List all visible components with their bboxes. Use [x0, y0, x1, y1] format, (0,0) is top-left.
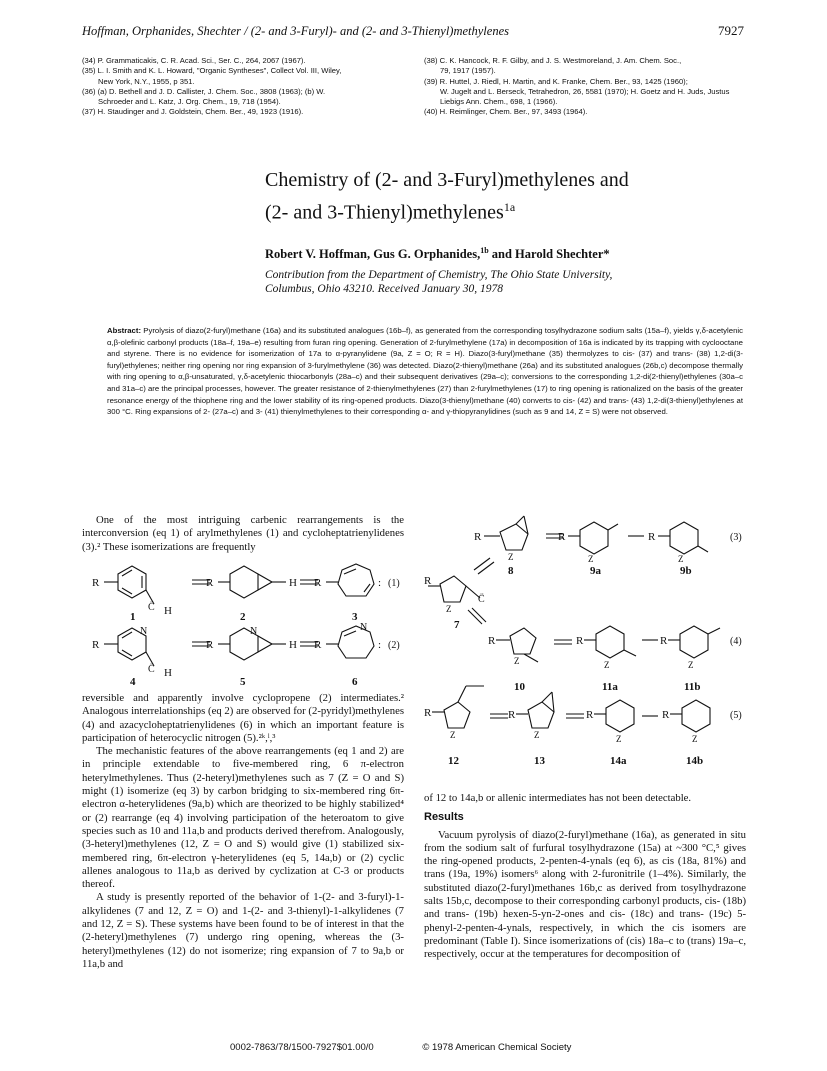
svg-text:5: 5: [240, 676, 246, 688]
body-left-top: [82, 514, 404, 554]
svg-text:H: H: [289, 639, 297, 651]
svg-text:R: R: [92, 639, 100, 651]
svg-text:Z: Z: [678, 554, 684, 564]
reference-35: (35) L. I. Smith and K. L. Howard, "Organic Syntheses", Collect Vol. III, Wiley, New York, N.Y., 1955, p 351.: [82, 66, 342, 86]
body-left: [82, 692, 404, 971]
svg-text:R: R: [660, 635, 668, 647]
svg-text:Z: Z: [604, 660, 610, 670]
reference-34: (34) P. Grammaticakis, C. R. Acad. Sci., Ser. C., 264, 2067 (1967).: [82, 56, 306, 65]
svg-text:H: H: [164, 605, 172, 617]
svg-text:Z: Z: [508, 552, 514, 562]
svg-text:H: H: [164, 667, 172, 679]
svg-text:Z: Z: [450, 730, 456, 740]
svg-text:9a: 9a: [590, 565, 601, 577]
paragraph: Vacuum pyrolysis of diazo(2-furyl)methane (16a), as generated in situ from the sodium salt of furfural tosylhydrazone (15a) at ~300 °C,⁵ gives the ring-opened products, 2-penten-4-ynals (eq 6), as cis (18a, 81%) and trans (19a, 19%) isomers⁶ along with 2-furonitrile (1–4%). Similarly, the substituted diazo(2-furyl)methanes 16b,c as derived from tosylhydrazone salts 15b,c, decompose to their corresponding carbonyl products, cis- (18b) and trans- (19b) hexen-5-yn-2-ones and cis- (18c) and trans- (19c) 5-phenyl-2-penten-4-ynals, respectively, in which the cis isomers are predominant (Table I). Since isomerizations of (cis) 18a–c to (trans) 19a–c, respectively, occur at the temperatures for decomposition of: [424, 828, 746, 961]
svg-text::: :: [378, 577, 382, 589]
running-title: Hoffman, Orphanides, Shechter / (2- and 3-Furyl)- and (2- and 3-Thienyl)methylenes: [82, 24, 509, 38]
references-left: [82, 56, 407, 118]
svg-text:R: R: [314, 577, 322, 589]
svg-text:Z: Z: [692, 734, 698, 744]
paragraph: A study is presently reported of the behavior of 1-(2- and 3-furyl)-1-alkylidenes (7 and 12, Z = O) and 1-(2- and 3-thienyl)-1-alkylidenes (7 and 12, Z = S). These systems have been found to be of interest in that the (2-heteryl)methylenes (7) undergo ring opening, whereas the (3-heteryl)methylenes (12) do not isomerize; ring expansion of 7 to 9a,b or 11a,b and: [82, 891, 404, 970]
svg-text:1: 1: [130, 611, 136, 623]
svg-text:R: R: [576, 635, 584, 647]
svg-text:14b: 14b: [686, 755, 704, 767]
svg-text:R: R: [558, 531, 566, 543]
paragraph: The mechanistic features of the above rearrangements (eq 1 and 2) are in principle extendable to five-membered ring, 6 π-electron heterylmethylenes. Thus (2-heteryl)methylenes such as 7 (Z = O and S) might (1) isomerize (eq 3) by carbon bridging to six-membered ring 6π-electron α-heterylidenes (9a,b) which are theorized to be highly stabilized⁴ or (2) rearrange (eq 4) involving participation of the heteroatom to give species such as 10 and 11a,b and products derived therefrom. Analogously, (3-heteryl)methylenes (12, Z = O and S) would give (1) stabilized six-membered ring, 6π-electron γ-heterylidenes (eq 5, 14a,b) or (2) cyclic allenes analogous to 11a,b as derived by cyclization at C-3 or products thereof.: [82, 745, 404, 891]
reference-39: (39) R. Huttel, J. Riedl, H. Martin, and K. Franke, Chem. Ber., 93, 1425 (1960); W. Jugelt and L. Berseck, Tetrahedron, 26, 5581 (1970); H. Goetz and H. Juds, Justus Liebigs Ann. Chem., 698, 1 (1966).: [424, 76, 730, 107]
svg-text:(3): (3): [730, 532, 742, 543]
paragraph: One of the most intriguing carbenic rearrangements is the interconversion (eq 1) of arylmethylenes (1) and cycloheptatrienylidenes (3).² These isomerizations are frequently: [82, 514, 404, 553]
svg-text:Z: Z: [616, 734, 622, 744]
svg-text:14a: 14a: [610, 755, 627, 767]
svg-text:R: R: [648, 531, 656, 543]
svg-text:H: H: [289, 577, 297, 589]
author-list: Robert V. Hoffman, Gus G. Orphanides,$^{1b}$ and Harold Shechter*: [265, 246, 610, 262]
svg-text:(4): (4): [730, 636, 742, 647]
svg-text:Z: Z: [588, 554, 594, 564]
section-heading-results: Results: [424, 811, 464, 824]
svg-text:R: R: [586, 709, 594, 721]
svg-text:7: 7: [454, 619, 460, 631]
svg-text:4: 4: [130, 676, 136, 688]
svg-text:Z: Z: [688, 660, 694, 670]
svg-text:R: R: [474, 531, 482, 543]
svg-text:R: R: [508, 709, 516, 721]
svg-text:R: R: [206, 639, 214, 651]
reaction-scheme-3-5: [424, 512, 746, 772]
svg-text:8: 8: [508, 565, 514, 577]
svg-text:Z: Z: [514, 656, 520, 666]
svg-text:3: 3: [352, 611, 358, 623]
svg-text:9b: 9b: [680, 565, 692, 577]
article-title: Chemistry of (2- and 3-Furyl)methylenes and (2- and 3-Thienyl)methylenes$^{1a}$: [265, 169, 629, 224]
svg-text:C̈: C̈: [148, 602, 155, 613]
svg-text:N: N: [250, 626, 258, 637]
svg-text:11b: 11b: [684, 681, 701, 693]
svg-text:12: 12: [448, 755, 459, 767]
svg-text:N: N: [140, 626, 148, 637]
reference-36: (36) (a) D. Bethell and J. D. Callister, J. Chem. Soc., 3808 (1963); (b) W. Schroeder and L. Katz, J. Org. Chem., 19, 718 (1954).: [82, 86, 326, 107]
svg-text:Z: Z: [446, 604, 452, 614]
svg-text:(1): (1): [388, 578, 400, 589]
reference-38: (38) C. K. Hancock, R. F. Gilby, and J. S. Westmoreland, J. Am. Chem. Soc., 79, 1917 (1957).: [424, 56, 682, 76]
svg-text:R: R: [424, 575, 432, 587]
reference-37: (37) H. Staudinger and J. Goldstein, Chem. Ber., 49, 1923 (1916).: [82, 107, 304, 117]
paragraph: reversible and apparently involve cyclopropene (2) intermediates.² Analogous interrelationships (eq 2) are observed for (2-pyridyl)methylenes (4) and azacycloheptatrienylidenes (6) in which an important feature is participation of heterocyclic nitrogen (5).²ᵏ,ˡ,³: [82, 692, 404, 744]
body-right: [424, 792, 746, 962]
svg-text:R: R: [92, 577, 100, 589]
svg-text:R: R: [488, 635, 496, 647]
svg-text:R: R: [424, 707, 432, 719]
affiliation: Contribution from the Department of Chemistry, The Ohio State University, Columbus, Ohio 43210. Received January 30, 1978: [265, 269, 613, 295]
svg-text:C̈: C̈: [148, 664, 155, 675]
references-right: [424, 56, 749, 118]
scheme-eq3-eq5: [424, 512, 746, 772]
svg-text:2: 2: [240, 611, 246, 623]
svg-text:C̈: C̈: [478, 594, 485, 605]
page-footer: [230, 1042, 617, 1053]
svg-text:R: R: [314, 639, 322, 651]
svg-text:6: 6: [352, 676, 358, 688]
scheme-eq1-eq2: [82, 560, 404, 690]
copyright: © 1978 American Chemical Society: [422, 1042, 572, 1053]
svg-text:11a: 11a: [602, 681, 618, 693]
svg-text:10: 10: [514, 681, 525, 693]
svg-text:N: N: [360, 622, 368, 633]
reference-40: (40) H. Reimlinger, Chem. Ber., 97, 3493 (1964).: [424, 107, 588, 117]
svg-text::: :: [378, 639, 382, 651]
svg-text:R: R: [206, 577, 214, 589]
article-code: 0002-7863/78/1500-7927$01.00/0: [230, 1042, 374, 1053]
svg-text:13: 13: [534, 755, 545, 767]
paragraph: of 12 to 14a,b or allenic intermediates has not been detectable.: [424, 792, 692, 804]
svg-text:(2): (2): [388, 640, 400, 651]
svg-text:R: R: [662, 709, 670, 721]
page-number: 7927: [718, 23, 744, 38]
abstract: Abstract: Pyrolysis of diazo(2-furyl)methane (16a) and its substituted analogues (16b–f), as generated from the corresponding tosylhydrazone sodium salts (15a–f), yields γ,δ-acetylenic α,β-olefinic carbonyl products (18a–f, 19a–e) resulting from furan ring opening. Generation of 2-furylmethylene (17a) in decomposition of 16a is indicated by its trapping with cyclooctane and styrene. There is no evidence for isomerization of 17a to α-pyranylidene (9a, Z = O; R = H). Diazo(3-furyl)methane (35) thermolyzes to cis- (37) and trans- (38) 1,2-di(3-furyl)ethylenes; neither ring opening nor ring expansion of 3-furylmethylene (36) was detected. Diazo(2-thienyl)methane (26a) and its substituted analogues (26b,c) decompose thermally with ring opening to α,β-unsaturated, γ,δ-acetylenic thiocarbonyls (28a–c) and their subsequent derivatives (29a–c); conversions to the corresponding 1,2-di(2-thienyl)ethylenes (30a–c and 31a–c) are the principal processes, however. The greater resistance of 2-thienylmethylenes (27) than 2-furylmethylenes (17) to ring opening is rationalized on the basis of the greater resonance energy of the thiophene ring and the lower stability of its ring-opened products. Diazo(3-thienyl)methane (40) converts to cis- (42) and trans- (43) 1,2-di(3-thienyl)ethylenes at 300 °C. Ring expansions of 2- (27a–c) and 3- (41) thienylmethylenes to their corresponding α- and γ-thiopyranylidines (such as 9 and 14, Z = S) were not observed.: [107, 326, 743, 417]
svg-text:(5): (5): [730, 710, 742, 721]
reaction-scheme-1-2: [82, 560, 404, 690]
svg-text:Z: Z: [534, 730, 540, 740]
